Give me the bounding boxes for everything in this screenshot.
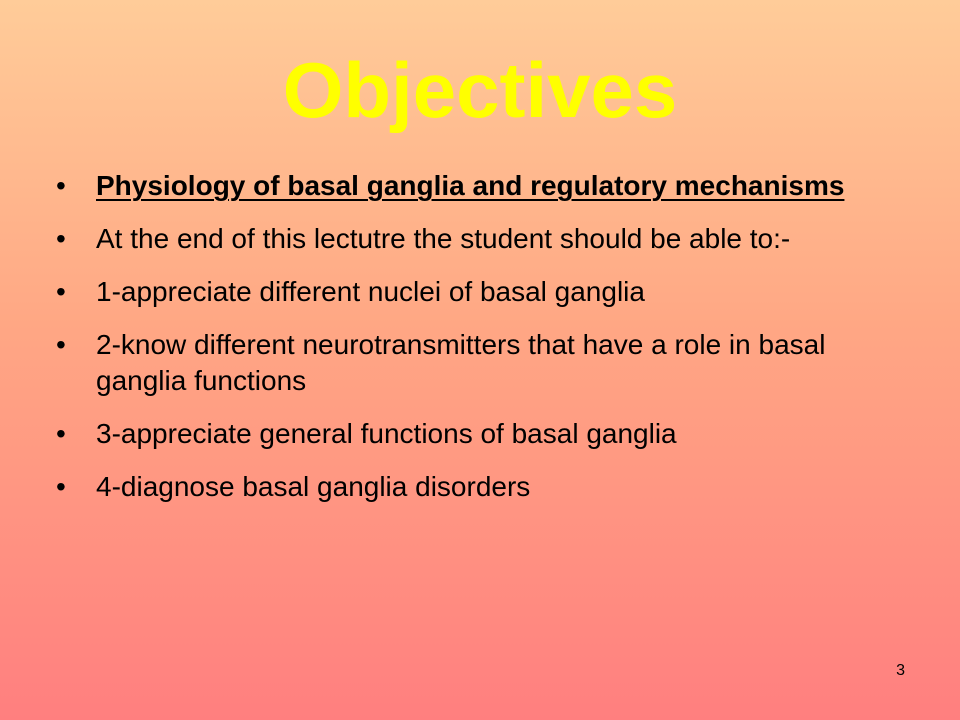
bullet-icon: • (56, 329, 66, 360)
list-item-intro (56, 221, 906, 257)
page-number: 3 (896, 662, 905, 679)
bullet-icon: • (56, 471, 66, 502)
slide-title: Objectives (282, 46, 678, 134)
objective-text: 1-appreciate different nuclei of basal ganglia (96, 276, 645, 307)
list-item-objective-4 (56, 469, 906, 505)
bullet-icon: • (56, 223, 66, 254)
bullet-icon: • (56, 170, 66, 201)
bullet-icon: • (56, 418, 66, 449)
objectives-list (56, 168, 906, 522)
list-item-objective-3 (56, 416, 906, 452)
intro-text: At the end of this lectutre the student should be able to:- (96, 223, 791, 254)
objective-text: 2-know different neurotransmitters that have a role in basal ganglia functions (96, 329, 826, 396)
bullet-icon: • (56, 276, 66, 307)
list-item-objective-1 (56, 274, 906, 310)
objective-text: 4-diagnose basal ganglia disorders (96, 471, 531, 502)
list-item-objective-2 (56, 327, 906, 399)
objective-text: 3-appreciate general functions of basal ganglia (96, 418, 677, 449)
topic-heading: Physiology of basal ganglia and regulatory mechanisms (96, 170, 845, 201)
list-item-topic (56, 168, 906, 204)
